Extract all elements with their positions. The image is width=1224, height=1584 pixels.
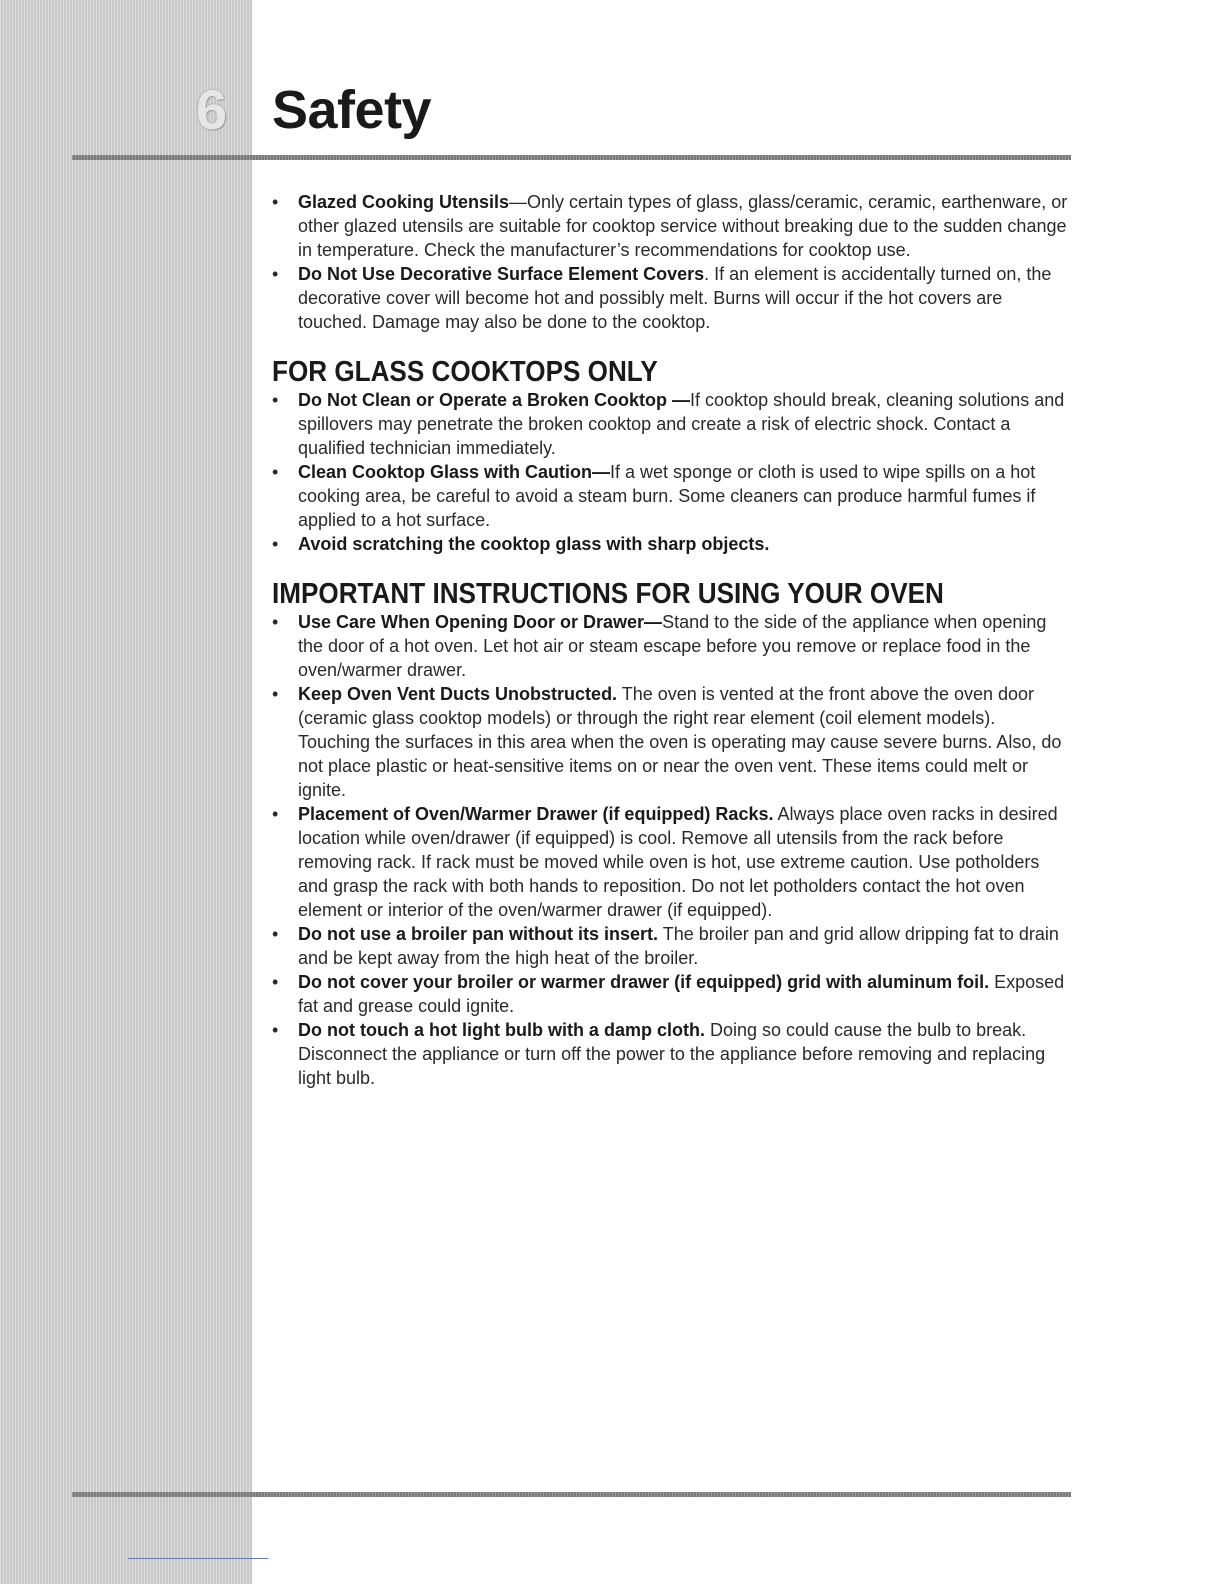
list-item [272,970,1072,1018]
bullet-lead: Do Not Use Decorative Surface Element Covers [298,264,705,284]
list-item [272,922,1072,970]
list-item [272,460,1072,532]
page-title: Safety [272,80,432,140]
bullet-marker: • [272,534,279,554]
bullet-lead: Keep Oven Vent Ducts Unobstructed. [298,684,618,704]
bullet-lead: Avoid scratching the cooktop glass with sharp objects. [298,534,770,554]
bullet-marker: • [272,612,279,632]
glass-cooktops-bullet-list [272,388,1072,556]
bullet-lead: Do not cover your broiler or warmer drawer (if equipped) grid with aluminum foil. [298,972,990,992]
bullet-lead: Clean Cooktop Glass with Caution— [298,462,611,482]
bullet-lead: Do not touch a hot light bulb with a damp cloth. [298,1020,705,1040]
header-rule [72,155,1071,160]
bullet-text: Always place oven racks in desired location while oven/drawer (if equipped) is cool. Remove all utensils from the rack before removing rack. If rack must be moved while oven is hot, use extreme caution. Use potholders and grasp the rack with both hands to reposition. Do not let potholders contact the hot oven element or interior of the oven/warmer drawer (if equipped). [298,804,1058,920]
bullet-lead: Glazed Cooking Utensils [298,192,510,212]
bullet-marker: • [272,1020,279,1040]
section-heading-oven-instructions: IMPORTANT INSTRUCTIONS FOR USING YOUR OVEN [272,578,944,610]
bullet-marker: • [272,192,279,212]
list-item [272,610,1072,682]
list-item [272,1018,1072,1090]
bullet-marker: • [272,924,279,944]
bullet-text: —Only certain types of glass, glass/ceramic, ceramic, earthenware, or other glazed utensils are suitable for cooktop service without breaking due to the sudden change in temperature. Check the manufacturer’s recommendations for cooktop use. [298,192,1068,260]
bullet-marker: • [272,390,279,410]
page-sidebar-band [0,0,252,1584]
bullet-marker: • [272,264,279,284]
bullet-text: If a wet sponge or cloth is used to wipe spills on a hot cooking area, be careful to avoid a steam burn. Some cleaners can produce harmful fumes if applied to a hot surface. [298,462,1036,530]
bullet-text: Exposed fat and grease could ignite. [298,972,1065,1016]
bullet-text: Doing so could cause the bulb to break. Disconnect the appliance or turn off the power to the appliance before removing and replacing light bulb. [298,1020,1046,1088]
chapter-number: 6 [196,78,228,141]
list-item [272,532,1072,556]
list-item [272,262,1072,334]
page-content [272,190,1072,1090]
footer-link-underline [128,1558,268,1559]
bullet-lead: Use Care When Opening Door or Drawer— [298,612,663,632]
bullet-text: . If an element is accidentally turned on, the decorative cover will become hot and possibly melt. Burns will occur if the hot covers are touched. Damage may also be done to the cooktop. [298,264,1052,332]
list-item [272,802,1072,922]
bullet-marker: • [272,972,279,992]
section-heading-glass-cooktops: FOR GLASS COOKTOPS ONLY [272,356,658,388]
list-item [272,682,1072,802]
intro-bullet-list [272,190,1072,334]
bullet-text: If cooktop should break, cleaning solutions and spillovers may penetrate the broken cooktop and create a risk of electric shock. Contact a qualified technician immediately. [298,390,1065,458]
bullet-text: Stand to the side of the appliance when opening the door of a hot oven. Let hot air or steam escape before you remove or replace food in the oven/warmer drawer. [298,612,1047,680]
footer-rule [72,1492,1071,1497]
list-item [272,190,1072,262]
bullet-text: The broiler pan and grid allow dripping fat to drain and be kept away from the high heat of the broiler. [298,924,1059,968]
bullet-lead: Do Not Clean or Operate a Broken Cooktop — [298,390,691,410]
list-item [272,388,1072,460]
bullet-text: The oven is vented at the front above the oven door (ceramic glass cooktop models) or through the right rear element (coil element models). Touching the surfaces in this area when the oven is operating may cause severe burns. Also, do not place plastic or heat-sensitive items on or near the oven vent. These items could melt or ignite. [298,684,1062,800]
oven-bullet-list [272,610,1072,1090]
bullet-lead: Do not use a broiler pan without its insert. [298,924,659,944]
bullet-lead: Placement of Oven/Warmer Drawer (if equipped) Racks. [298,804,774,824]
bullet-marker: • [272,684,279,704]
bullet-marker: • [272,804,279,824]
bullet-marker: • [272,462,279,482]
